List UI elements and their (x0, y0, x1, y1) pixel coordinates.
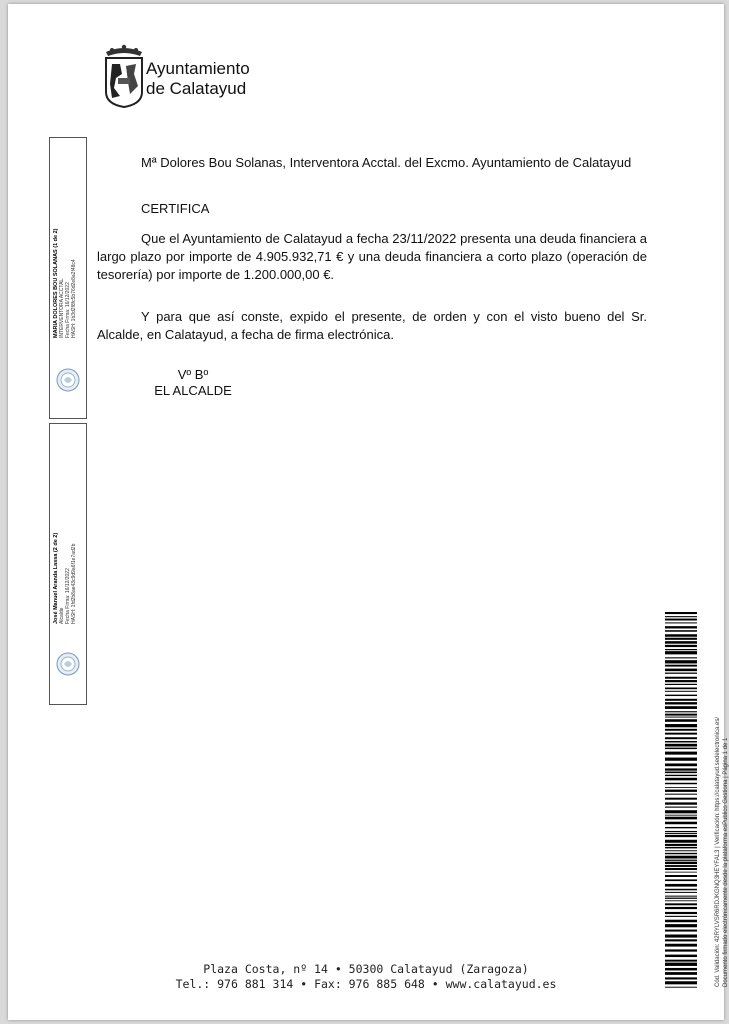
barcode-bar (665, 856, 697, 859)
barcode-bar (665, 898, 697, 899)
barcode-bar (665, 724, 697, 727)
barcode-bar (665, 835, 697, 837)
verification-line-1: Cód. Validación: 42RYLVSR6RDJKGNQ3HEYFAL3 | Verificación: https://calatayud.sedelectronica.es/ (715, 716, 721, 987)
certificate-paragraph-1: Que el Ayuntamiento de Calatayud a fecha 23/11/2022 presenta una deuda financiera a largo plazo por importe de 4.905.932,71 € y una deuda financiera a corto plazo (operación de tesorería) por importe de 1.200.000,00 €. (97, 231, 647, 282)
signature-2-name: José Manuel Aranda Lassa (2 de 2) (53, 532, 59, 624)
barcode-bar (665, 865, 697, 867)
barcode-bar (665, 775, 697, 776)
barcode-bar (665, 827, 697, 828)
barcode-bar (665, 831, 697, 832)
barcode-bar (665, 853, 697, 854)
vobo-label: Vº Bº (177, 367, 209, 382)
barcode-bar (665, 649, 697, 650)
barcode-bar (665, 673, 697, 674)
verification-text (714, 717, 729, 987)
footer-line-2: Tel.: 976 881 314 • Fax: 976 885 648 • www.calatayud.es (175, 977, 557, 991)
signature-1-name: MARIA DOLORES BOU SOLANAS (1 de 2) (53, 228, 59, 338)
barcode-bar (665, 711, 697, 712)
barcode-bar (665, 912, 697, 914)
barcode-bar (665, 822, 697, 825)
barcode-bar (665, 638, 697, 640)
barcode-bar (665, 783, 697, 784)
signature-1-text (53, 229, 77, 339)
barcode-bar (665, 612, 697, 614)
barcode-bar (665, 772, 697, 774)
barcode-bar (665, 907, 697, 909)
barcode-bar (665, 949, 697, 951)
barcode-bar (665, 889, 697, 891)
barcode-bar (665, 955, 697, 957)
barcode-bar (665, 691, 697, 692)
signature-1-role: INTERVENTORA ACCTAL. (59, 277, 65, 338)
signature-box-2 (49, 423, 87, 705)
barcode-bar (665, 944, 697, 947)
signature-1-hash: HASH: 1b3d2f8fc5b76d2e8a2f48c4 (71, 259, 77, 338)
barcode-bar (665, 872, 697, 873)
barcode-bar (665, 879, 697, 881)
barcode-bar (665, 669, 697, 672)
barcode-bar (665, 677, 697, 679)
barcode-bar (665, 626, 697, 628)
barcode-bar (665, 903, 697, 905)
barcode-bar (665, 875, 697, 877)
barcode-bar (665, 702, 697, 704)
barcode (665, 612, 697, 988)
barcode-bar (665, 634, 697, 637)
barcode-bar (665, 920, 697, 923)
barcode-bar (665, 729, 697, 731)
signature-1-date: Fecha Firma: 16/12/2022 (65, 282, 71, 338)
barcode-bar (665, 778, 697, 781)
barcode-bar (665, 699, 697, 701)
barcode-bar (665, 790, 697, 792)
barcode-bar (665, 687, 697, 689)
barcode-bar (665, 641, 697, 644)
barcode-bar (665, 733, 697, 735)
barcode-bar (665, 717, 697, 718)
barcode-bar (665, 860, 697, 861)
barcode-bar (665, 737, 697, 739)
signature-2-hash: HASH: 1fd2b8ae43c9d9a6f1e7ad2b (71, 543, 77, 624)
certificate-paragraph-2: Y para que así conste, expido el presente, de orden y con el visto bueno del Sr. Alcalde, en Calatayud, a fecha de firma electrónica. (97, 309, 647, 342)
footer-address (8, 962, 724, 992)
barcode-bar (665, 660, 697, 663)
signature-2-text (53, 533, 77, 624)
barcode-bar (665, 680, 697, 682)
certifica-heading: CERTIFICA (141, 201, 210, 216)
barcode-bar (665, 817, 697, 820)
barcode-bar (665, 622, 697, 623)
barcode-bar (665, 630, 697, 632)
barcode-bar (665, 741, 697, 742)
barcode-bar (665, 934, 697, 937)
barcode-bar (665, 930, 697, 932)
barcode-bar (665, 900, 697, 901)
barcode-bar (665, 896, 697, 897)
barcode-bar (665, 714, 697, 716)
signer-role: EL ALCALDE (154, 383, 232, 398)
barcode-bar (665, 844, 697, 846)
barcode-bar (665, 862, 697, 864)
barcode-bar (665, 810, 697, 813)
barcode-bar (665, 651, 697, 654)
barcode-bar (665, 847, 697, 849)
barcode-bar (665, 684, 697, 685)
barcode-bar (665, 884, 697, 887)
barcode-bar (665, 802, 697, 804)
verification-line-2: Documento firmado electrónicamente desde la plataforma esPublico Gestiona | Página 1 de 1 (723, 737, 729, 987)
barcode-bar (665, 763, 697, 766)
barcode-bar (665, 868, 697, 870)
barcode-bar (665, 748, 697, 750)
official-seal-icon (56, 652, 80, 676)
barcode-bar (665, 798, 697, 800)
barcode-bar (665, 719, 697, 722)
barcode-bar (665, 752, 697, 755)
barcode-bar (665, 616, 697, 617)
signature-2-role: Alcalde (59, 607, 65, 624)
barcode-bar (665, 833, 697, 834)
footer-line-1: Plaza Costa, nº 14 • 50300 Calatayud (Zaragoza) (203, 962, 529, 976)
official-seal-icon (56, 368, 80, 392)
barcode-bar (665, 695, 697, 696)
barcode-bar (665, 815, 697, 816)
document-page (8, 4, 729, 1020)
barcode-bar (665, 794, 697, 795)
barcode-bar (665, 840, 697, 843)
barcode-bar (665, 924, 697, 927)
organization-name (146, 59, 250, 99)
barcode-bar (665, 744, 697, 747)
coat-of-arms-icon (100, 44, 148, 108)
approval-block (153, 367, 233, 399)
barcode-bar (665, 916, 697, 917)
barcode-bar (665, 657, 697, 658)
signature-box-1 (49, 137, 87, 419)
barcode-bar (665, 758, 697, 761)
barcode-bar (665, 787, 697, 788)
barcode-bar (665, 768, 697, 770)
barcode-bar (665, 665, 697, 667)
barcode-bar (665, 939, 697, 941)
signature-2-date: Fecha Firma: 16/12/2022 (65, 568, 71, 624)
intro-line: Mª Dolores Bou Solanas, Interventora Acctal. del Excmo. Ayuntamiento de Calatayud (141, 155, 632, 170)
barcode-bar (665, 645, 697, 647)
org-line-2: de Calatayud (146, 79, 247, 98)
barcode-bar (665, 850, 697, 851)
barcode-bar (665, 706, 697, 709)
barcode-bar (665, 892, 697, 893)
barcode-bar (665, 619, 697, 621)
org-line-1: Ayuntamiento (146, 59, 250, 78)
barcode-bar (665, 807, 697, 808)
